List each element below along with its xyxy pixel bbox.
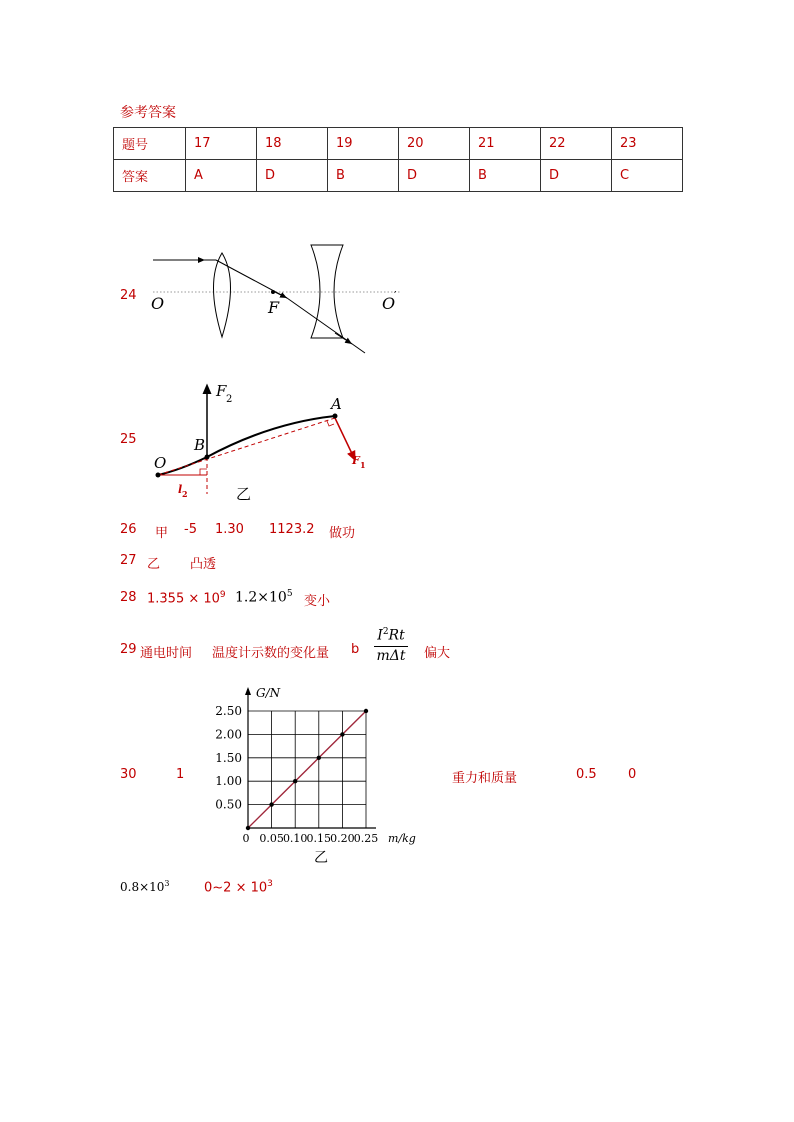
answer-part: 乙: [147, 557, 161, 572]
label-l2: l: [178, 483, 183, 496]
sci-mantissa: 0.8×10: [120, 880, 165, 894]
lever-curve: [158, 416, 335, 475]
table-cell: 22: [541, 128, 612, 160]
answer-row-26: [120, 522, 137, 537]
table-cell: 23: [612, 128, 683, 160]
table-cell: 20: [399, 128, 470, 160]
focus-point: [271, 290, 275, 294]
range-value: [204, 879, 273, 895]
x-tick-label: 0.25: [353, 832, 379, 845]
fraction-numerator: [374, 627, 408, 647]
data-point: [246, 826, 250, 830]
data-point: [269, 802, 273, 806]
point-a: [333, 414, 338, 419]
y-tick-label: 2.50: [215, 704, 242, 718]
data-point: [317, 756, 321, 760]
x-tick-label: 0.15: [306, 832, 332, 845]
answer-part: b: [351, 642, 360, 657]
formula-fraction: [374, 627, 408, 664]
x-axis-label: m/kg: [388, 832, 416, 845]
pivot-o: [156, 473, 161, 478]
label-f: F: [268, 298, 280, 317]
answer-table: [113, 127, 683, 192]
sci-mantissa: 1.355 × 10: [147, 591, 220, 607]
label-f2: F: [216, 382, 227, 400]
answer-part: [235, 589, 293, 606]
table-row: [114, 128, 683, 160]
right-angle-mark: [327, 421, 334, 426]
table-cell: 21: [470, 128, 541, 160]
answer-part: 0: [628, 767, 637, 782]
label-f1: F: [352, 454, 360, 467]
x-tick-label: 0.05: [259, 832, 284, 845]
answer-part: 0.5: [576, 767, 597, 782]
answer-part: 1123.2: [269, 522, 315, 537]
table-cell: 19: [328, 128, 399, 160]
table-row: [114, 160, 683, 192]
y-tick-label: 0.50: [215, 797, 242, 812]
x-tick-label: 0.20: [330, 832, 355, 845]
answer-part: 通电时间: [140, 646, 193, 661]
table-cell: D: [399, 160, 470, 192]
answer-part: 1: [176, 767, 185, 782]
label-a: A: [331, 395, 342, 413]
table-cell: 答案: [114, 160, 186, 192]
data-point: [340, 732, 344, 736]
question-number-28: 28: [120, 590, 137, 605]
answer-part: -5: [184, 522, 197, 537]
table-cell: 题号: [114, 128, 186, 160]
label-l2-sub: 2: [182, 489, 188, 499]
table-cell: C: [612, 160, 683, 192]
symbol-i: I: [377, 627, 383, 644]
table-cell: D: [257, 160, 328, 192]
question-number-24: 24: [120, 288, 137, 303]
sci-exponent: 9: [219, 590, 226, 600]
question-number-30: 30: [120, 767, 137, 782]
y-axis-label: G/N: [256, 686, 281, 700]
symbol-rt: Rt: [388, 627, 405, 644]
y-tick-label: 2.00: [215, 727, 242, 742]
table-cell: A: [186, 160, 257, 192]
answer-part: 重力和质量: [452, 771, 518, 786]
caption: 乙: [236, 485, 252, 503]
answer-part: 偏大: [424, 646, 451, 661]
answer-part: 做功: [329, 526, 356, 541]
answer-part: [147, 590, 226, 606]
table-cell: 17: [186, 128, 257, 160]
table-cell: 18: [257, 128, 328, 160]
y-tick-label: 1.50: [215, 750, 242, 765]
question-number: 26: [120, 522, 137, 537]
answer-part: 1.30: [215, 522, 244, 537]
data-point: [293, 779, 297, 783]
label-f2-sub: 2: [226, 394, 233, 405]
answer-part: 凸透: [190, 557, 217, 572]
concave-lens: [311, 245, 343, 338]
data-line: [248, 711, 366, 828]
sci-exponent: 3: [164, 879, 170, 888]
answer-part: 温度计示数的变化量: [212, 646, 330, 661]
answer-part: 变小: [304, 594, 331, 609]
label-o: O: [151, 294, 165, 313]
y-axis-arrow: [245, 687, 251, 695]
question-number-27: 27: [120, 553, 137, 568]
label-f1-sub: 1: [360, 460, 366, 470]
prime-mark: ′: [394, 289, 397, 302]
x-tick-label: 0.10: [282, 832, 308, 845]
density-value: [120, 879, 170, 894]
chart-caption: 乙: [314, 850, 328, 866]
label-b: B: [194, 436, 206, 454]
sci-exponent: 5: [286, 589, 293, 599]
lever-diagram: [150, 378, 380, 503]
range-text: 0~2 × 10: [204, 880, 268, 896]
sci-mantissa: 1.2×10: [235, 589, 287, 606]
label-o-prime: O: [382, 294, 396, 313]
lens-diagram: [145, 235, 397, 360]
question-number-29: 29: [120, 642, 137, 657]
diverged-ray: [287, 298, 365, 353]
answer-title: 参考答案: [120, 105, 176, 121]
answer-part: 甲: [155, 526, 169, 541]
y-tick-label: 1.00: [215, 774, 242, 789]
exponent: 2: [382, 627, 389, 637]
table-cell: D: [541, 160, 612, 192]
table-cell: B: [328, 160, 399, 192]
g-m-chart: [210, 683, 425, 868]
fraction-denominator: mΔt: [376, 647, 406, 664]
label-o: O: [154, 454, 167, 472]
convex-lens: [214, 253, 231, 337]
x-tick-label: 0: [242, 832, 250, 845]
range-exponent: 3: [267, 879, 273, 889]
question-number-25: 25: [120, 432, 137, 447]
right-angle-mark-l2: [200, 469, 207, 475]
point-b: [205, 455, 210, 460]
table-cell: B: [470, 160, 541, 192]
data-point: [364, 709, 368, 713]
